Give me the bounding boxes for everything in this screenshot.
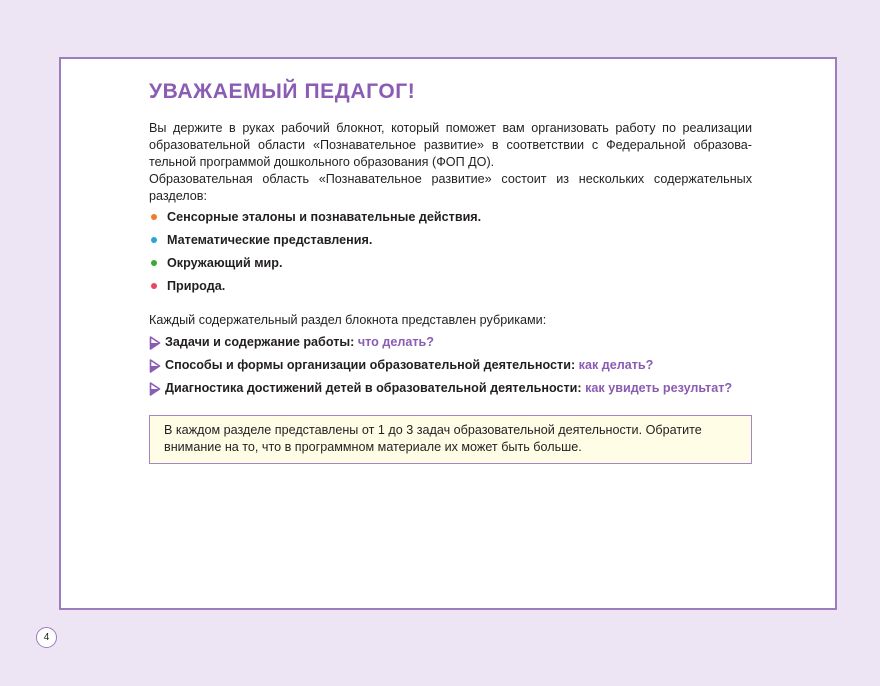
intro-text	[149, 120, 752, 205]
rubric-label: Диагностика достижений детей в образовательной деятельности:	[165, 381, 582, 395]
page-number: 4	[36, 627, 57, 648]
section-item	[149, 232, 752, 249]
section-item	[149, 278, 752, 295]
section-label: Математические представления.	[167, 233, 373, 247]
rubric-label: Способы и формы организации образовательной деятельности:	[165, 358, 576, 372]
triangle-arrow-icon	[149, 336, 161, 350]
page-title: УВАЖАЕМЫЙ ПЕДАГОГ!	[149, 80, 416, 103]
rubric-item	[149, 357, 752, 374]
page-content	[149, 78, 752, 464]
section-label: Окружающий мир.	[167, 256, 283, 270]
rubric-accent: как делать?	[578, 358, 654, 372]
triangle-arrow-icon	[149, 382, 161, 396]
rubric-item	[149, 334, 752, 351]
sections-list	[149, 209, 752, 295]
section-label: Сенсорные эталоны и познавательные действия.	[167, 210, 482, 224]
rubric-label: Задачи и содержание работы:	[165, 335, 355, 349]
rubric-item	[149, 380, 752, 397]
rubric-accent: что делать?	[357, 335, 434, 349]
rubrics-intro: Каждый содержательный раздел блокнота представлен рубриками:	[149, 313, 547, 327]
bullet-dot-icon	[151, 214, 157, 220]
bullet-dot-icon	[151, 283, 157, 289]
intro-paragraph-1: Вы держите в руках рабочий блокнот, который поможет вам организовать работу по реализации образовательной области «Познавательное развитие» в соответствии с Федеральной образовательной программой дошкольного образования (ФОП ДО).	[149, 121, 752, 169]
section-item	[149, 209, 752, 226]
section-item	[149, 255, 752, 272]
triangle-arrow-icon	[149, 359, 161, 373]
bullet-dot-icon	[151, 260, 157, 266]
note-box: В каждом разделе представлены от 1 до 3 задач образовательной деятельности. Обратите внимание на то, что в программном материале их может быть больше.	[149, 415, 752, 464]
rubrics-list	[149, 334, 752, 397]
intro-paragraph-2: Образовательная область «Познавательное развитие» состоит из нескольких содержательных разделов:	[149, 172, 752, 203]
bullet-dot-icon	[151, 237, 157, 243]
rubric-accent: как увидеть результат?	[585, 381, 733, 395]
section-label: Природа.	[167, 279, 226, 293]
